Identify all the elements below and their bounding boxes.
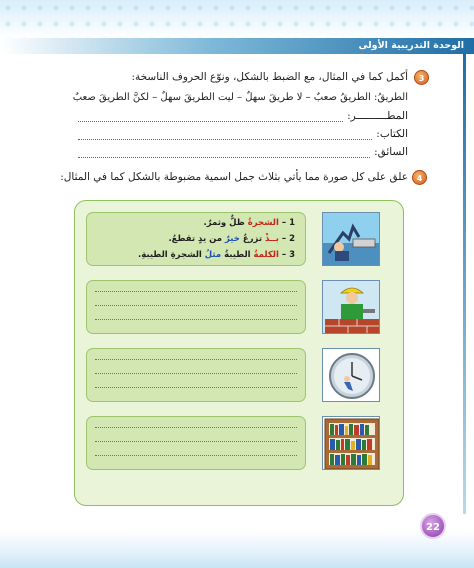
page-number-badge: 22 [420, 513, 446, 539]
question-4-instruction: علق على كل صورة مما يأتي بثلاث جمل اسمية مضبوطة بالشكل كما في المثال: [60, 171, 408, 183]
tree-planting-icon [322, 212, 380, 266]
answer-line-book[interactable] [78, 126, 408, 140]
example-line-2: 2 – بــذْ تزرعُ خيرٌ من يدٍ تقطعُ. [168, 234, 295, 244]
example-box [86, 212, 306, 266]
writing-line [95, 455, 297, 456]
writing-line [95, 305, 297, 306]
bricklayer-icon [322, 280, 380, 334]
writing-line [95, 291, 297, 292]
writing-line [95, 441, 297, 442]
writing-line [95, 387, 297, 388]
question-3-instruction: أكمل كما في المثال، مع الضبط بالشكل، ونوّع الحروف الناسخة: [131, 71, 408, 83]
answer-line-driver[interactable] [78, 144, 408, 158]
answer-box-3[interactable] [86, 348, 306, 402]
answer-line-rain[interactable] [78, 108, 408, 122]
answer-box-4[interactable] [86, 416, 306, 470]
answer-box-2[interactable] [86, 280, 306, 334]
answer-label: المطــــــــــر: [347, 110, 408, 122]
writing-line [95, 359, 297, 360]
writing-line [95, 427, 297, 428]
example-line-1: 1 – الشجرةُ ظلٌّ وثمرٌ. [203, 218, 295, 228]
answer-dots [78, 112, 343, 122]
header-pattern [0, 0, 474, 38]
question-3-badge: 3 [414, 70, 429, 85]
question-4-badge: 4 [412, 170, 427, 185]
answer-label: الكتاب: [376, 128, 408, 140]
answer-dots [78, 130, 372, 140]
writing-line [95, 319, 297, 320]
writing-line [95, 373, 297, 374]
clock-icon [322, 348, 380, 402]
answer-dots [78, 148, 370, 158]
side-accent-line [463, 54, 466, 514]
footer-band [0, 530, 474, 568]
answer-label: السائق: [374, 146, 408, 158]
example-line-3: 3 – الكلمةُ الطيبةُ مثلُ الشجرةِ الطيبةِ. [137, 250, 295, 260]
unit-title: الوحدة التدريبية الأولى [358, 40, 464, 51]
question-3-example: الطريقُ: الطريقُ صعبٌ – لا طريقَ سهلٌ – ليت الطريقَ سهلٌ – لكنَّ الطريقَ صعبٌ [72, 92, 408, 103]
bookshelf-icon [322, 416, 380, 470]
